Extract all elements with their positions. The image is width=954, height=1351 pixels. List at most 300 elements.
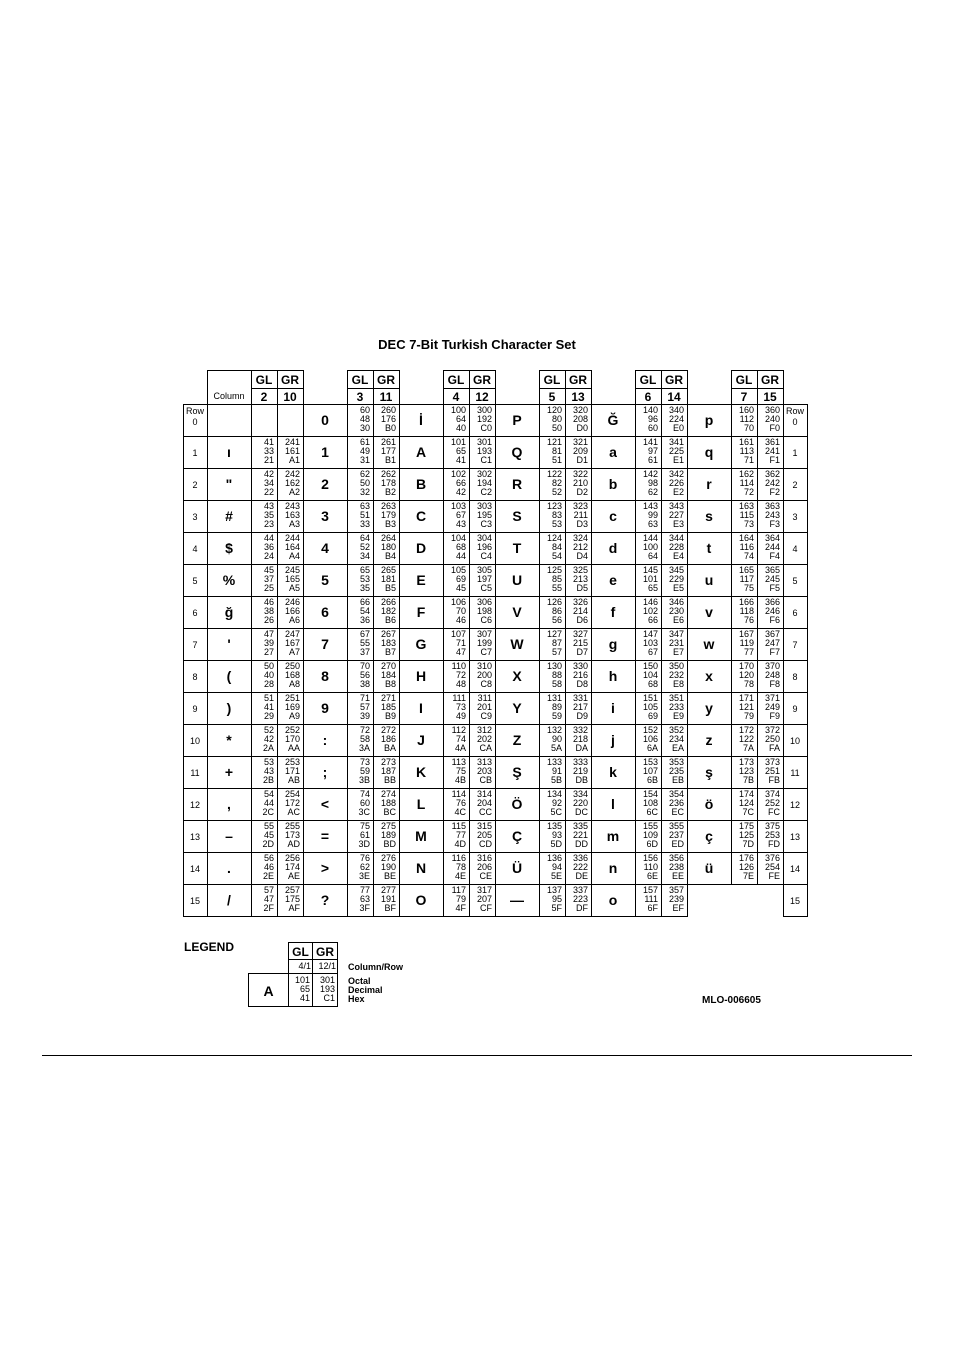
code-value: C1	[480, 455, 492, 465]
code-value: 211	[573, 510, 588, 520]
row-number: 10	[189, 736, 200, 746]
code-value: 33	[263, 446, 274, 456]
header-gr-label: GR	[665, 373, 683, 387]
row-number-right: 1	[792, 448, 798, 458]
code-value: CF	[480, 903, 492, 913]
code-value: 96	[647, 414, 658, 424]
code-value: 112	[739, 414, 754, 424]
code-value: 169	[284, 702, 300, 712]
character: C	[415, 508, 427, 524]
code-value: A3	[288, 519, 300, 529]
character: D	[415, 540, 427, 556]
code-value: 248	[764, 670, 780, 680]
code-value: 316	[476, 853, 492, 863]
code-value: A9	[288, 711, 300, 721]
character: 4	[321, 540, 329, 556]
row-number-right: 10	[789, 736, 800, 746]
code-value: 324	[572, 533, 588, 543]
code-value: 72	[359, 725, 370, 735]
code-value: A7	[288, 647, 300, 657]
code-value: B5	[384, 583, 396, 593]
code-value: 39	[263, 638, 274, 648]
code-value: 100	[642, 542, 658, 552]
column-number: 6	[644, 390, 652, 404]
code-value: 23	[263, 519, 274, 529]
code-value: B0	[384, 423, 396, 433]
character: W	[510, 636, 524, 652]
code-value: 135	[546, 821, 562, 831]
code-value: 336	[572, 853, 588, 863]
code-value: DE	[575, 871, 588, 881]
code-value: 213	[572, 574, 588, 584]
code-value: 26	[263, 615, 274, 625]
character: $	[225, 540, 233, 556]
code-value: 80	[551, 414, 562, 424]
code-value: 337	[572, 885, 588, 895]
code-value: 357	[668, 885, 684, 895]
code-value: 276	[380, 853, 396, 863]
code-value: 124	[546, 533, 562, 543]
code-value: 102	[450, 469, 466, 479]
character: (	[226, 668, 232, 684]
code-value: 265	[380, 565, 396, 575]
code-value: 57	[263, 885, 274, 895]
code-value: 264	[380, 533, 396, 543]
character: p	[704, 412, 714, 428]
code-value: 242	[284, 469, 300, 479]
code-value: D0	[576, 423, 588, 433]
character: Z	[512, 732, 522, 748]
character: J	[417, 732, 425, 748]
code-value: 88	[551, 670, 562, 680]
code-value: 178	[380, 478, 396, 488]
code-value: 64	[359, 533, 370, 543]
row-number-right: 8	[792, 672, 798, 682]
code-value: 41	[263, 702, 274, 712]
code-value: 163	[738, 501, 754, 511]
code-value: DC	[575, 807, 588, 817]
code-value: 95	[551, 894, 562, 904]
code-value: F9	[769, 711, 780, 721]
code-value: 303	[476, 501, 492, 511]
character: .	[227, 860, 231, 876]
code-value: EE	[671, 871, 684, 881]
character: %	[222, 572, 236, 588]
code-value: 106	[642, 734, 658, 744]
row-number: 8	[192, 672, 198, 682]
code-cell	[757, 884, 784, 917]
character: e	[609, 572, 617, 588]
legend-code-gr-value: 193	[319, 984, 335, 994]
code-value: 50	[359, 478, 370, 488]
character: T	[512, 540, 522, 556]
code-value: EB	[671, 775, 684, 785]
code-value: 62	[359, 469, 370, 479]
code-value: 191	[380, 894, 396, 904]
code-cell	[731, 884, 758, 917]
code-value: 344	[668, 533, 684, 543]
code-value: 226	[668, 478, 684, 488]
code-value: 72	[455, 670, 466, 680]
code-value: 341	[668, 437, 684, 447]
page-title: DEC 7-Bit Turkish Character Set	[378, 337, 576, 352]
code-value: 175	[738, 821, 754, 831]
code-value: F8	[769, 679, 780, 689]
code-value: 317	[476, 885, 492, 895]
code-value: 188	[380, 798, 396, 808]
code-value: 322	[572, 469, 588, 479]
code-value: B8	[384, 679, 396, 689]
code-value: 65	[455, 446, 466, 456]
code-value: A1	[288, 455, 300, 465]
character: +	[224, 764, 234, 780]
code-value: 44	[263, 533, 274, 543]
code-value: 121	[738, 702, 754, 712]
code-value: 260	[380, 405, 396, 415]
code-value: 86	[551, 606, 562, 616]
code-value: 247	[764, 638, 780, 648]
code-value: 63	[359, 501, 370, 511]
code-value: 71	[455, 638, 466, 648]
code-value: 366	[764, 597, 780, 607]
code-value: 217	[572, 702, 588, 712]
code-value: 3C	[358, 807, 370, 817]
row-number: 5	[192, 576, 198, 586]
code-value: F4	[769, 551, 780, 561]
code-value: 53	[263, 757, 274, 767]
row-number: 3	[192, 512, 198, 522]
row-number-right: 2	[792, 480, 798, 490]
character: L	[416, 796, 426, 812]
code-value: 113	[451, 757, 466, 767]
character: 8	[321, 668, 329, 684]
code-value: 6C	[646, 807, 658, 817]
code-value: 100	[450, 405, 466, 415]
character: ğ	[224, 604, 234, 620]
code-value: 351	[668, 693, 684, 703]
code-value: 56	[551, 615, 562, 625]
code-value: 323	[572, 501, 588, 511]
legend-col-gr: 12/1	[318, 961, 336, 971]
row-header-label-right: Row	[785, 406, 804, 416]
code-value: 65	[647, 583, 658, 593]
code-value: DD	[575, 839, 588, 849]
code-value: D1	[576, 455, 588, 465]
character: F	[416, 604, 426, 620]
code-value: 76	[743, 615, 754, 625]
header-gl-label: GL	[255, 373, 273, 387]
code-value: 252	[284, 725, 300, 735]
code-value: E2	[672, 487, 684, 497]
code-value: 254	[284, 789, 300, 799]
code-value: C0	[480, 423, 492, 433]
code-value: 57	[551, 647, 562, 657]
code-value: 3D	[358, 839, 370, 849]
code-value: 371	[764, 693, 780, 703]
character: 2	[321, 476, 329, 492]
code-value: 161	[284, 446, 300, 456]
code-value: 67	[647, 647, 658, 657]
character: n	[608, 860, 618, 876]
code-value: AF	[288, 903, 300, 913]
code-value: B2	[384, 487, 396, 497]
code-value: 104	[642, 670, 658, 680]
row-number: 7	[192, 640, 198, 650]
code-value: 81	[551, 446, 562, 456]
code-value: 7A	[742, 743, 754, 753]
code-value: CA	[479, 743, 492, 753]
code-value: 236	[668, 798, 684, 808]
code-value: 355	[668, 821, 684, 831]
code-value: 249	[764, 702, 780, 712]
column-number: 5	[548, 390, 556, 404]
code-value: E8	[672, 679, 684, 689]
code-value: 196	[476, 542, 492, 552]
character: v	[705, 604, 713, 620]
code-value: E3	[672, 519, 684, 529]
code-value: 6E	[646, 871, 658, 881]
code-value: 77	[455, 830, 466, 840]
code-value: 43	[263, 766, 274, 776]
column-number: 4	[452, 390, 460, 404]
column-number: 7	[740, 390, 748, 404]
code-value: 121	[546, 437, 562, 447]
code-value: 133	[546, 757, 562, 767]
code-value: 70	[455, 606, 466, 616]
code-value: 185	[380, 702, 396, 712]
code-value: 252	[764, 798, 780, 808]
code-value: 31	[359, 455, 370, 465]
code-value: 113	[739, 446, 754, 456]
code-value: 242	[764, 478, 780, 488]
code-value: D9	[576, 711, 588, 721]
code-value: 53	[359, 574, 370, 584]
code-value: 75	[455, 766, 466, 776]
code-value: 116	[451, 853, 466, 863]
code-value: D2	[576, 487, 588, 497]
code-value: 234	[668, 734, 684, 744]
code-value: 64	[455, 414, 466, 424]
code-value: 372	[764, 725, 780, 735]
code-value: 110	[643, 862, 658, 872]
code-value: 62	[647, 487, 658, 497]
code-value: 331	[572, 693, 588, 703]
code-value: 184	[380, 670, 396, 680]
code-value: AE	[287, 871, 300, 881]
code-value: 193	[476, 446, 492, 456]
character: O	[415, 892, 427, 908]
code-value: 362	[764, 469, 780, 479]
character: S	[512, 508, 522, 524]
code-value: 330	[572, 661, 588, 671]
char-cell	[207, 404, 252, 437]
character: ç	[705, 828, 713, 844]
column-number: 2	[260, 390, 268, 404]
code-value: 85	[551, 574, 562, 584]
code-value: 43	[263, 501, 274, 511]
character: A	[415, 444, 427, 460]
character: "	[225, 476, 233, 492]
code-value: 180	[380, 542, 396, 552]
code-value: 134	[546, 789, 562, 799]
code-value: 155	[642, 821, 658, 831]
code-value: 89	[551, 702, 562, 712]
legend-title: LEGEND	[184, 940, 235, 954]
code-value: 125	[738, 830, 754, 840]
code-value: 350	[668, 661, 684, 671]
code-value: 103	[450, 501, 466, 511]
character: H	[415, 668, 427, 684]
code-value: 245	[284, 565, 300, 575]
code-value: 179	[380, 510, 396, 520]
code-value: 55	[263, 821, 274, 831]
code-value: 118	[739, 606, 754, 616]
character: I	[419, 700, 423, 716]
code-value: 254	[764, 862, 780, 872]
row-number-right: 14	[789, 864, 800, 874]
code-value: 151	[642, 693, 658, 703]
code-value: 243	[764, 510, 780, 520]
code-value: 174	[284, 862, 300, 872]
row-number-right: 11	[790, 768, 800, 778]
code-value: 176	[738, 853, 754, 863]
code-value: 107	[642, 766, 658, 776]
header-gl-label: GL	[351, 373, 369, 387]
code-value: 170	[284, 734, 300, 744]
code-value: 161	[738, 437, 754, 447]
character: 0	[321, 412, 329, 428]
code-value: 66	[455, 478, 466, 488]
code-value: 164	[738, 533, 754, 543]
character: ?	[320, 892, 330, 908]
character: s	[705, 508, 713, 524]
code-value: 108	[642, 798, 658, 808]
code-value: 270	[380, 661, 396, 671]
code-value: 58	[551, 679, 562, 689]
code-value: 63	[359, 894, 370, 904]
code-value: 5B	[550, 775, 562, 785]
code-value: 300	[476, 405, 492, 415]
row-number-right: 12	[789, 800, 800, 810]
code-value: 37	[263, 574, 274, 584]
code-value: 46	[263, 597, 274, 607]
character: Ü	[511, 860, 523, 876]
code-value: AA	[287, 743, 300, 753]
code-value: 48	[359, 414, 370, 424]
code-value: 207	[476, 894, 492, 904]
code-value: 30	[359, 423, 370, 433]
code-value: 5D	[550, 839, 562, 849]
character: Ğ	[607, 412, 619, 428]
code-value: 90	[551, 734, 562, 744]
code-value: 84	[551, 542, 562, 552]
column-number: 10	[283, 390, 297, 404]
code-value: 117	[739, 574, 754, 584]
code-value: A8	[288, 679, 300, 689]
code-value: 4A	[454, 743, 466, 753]
code-value: 55	[359, 638, 370, 648]
character: u	[704, 572, 714, 588]
code-value: 73	[455, 702, 466, 712]
code-value: 72	[743, 487, 754, 497]
code-value: 50	[263, 661, 274, 671]
code-value: 218	[572, 734, 588, 744]
code-value: 103	[642, 638, 658, 648]
code-value: 52	[263, 725, 274, 735]
character: 6	[321, 604, 329, 620]
character: –	[225, 828, 233, 844]
code-value: 126	[546, 597, 562, 607]
row-number: 6	[192, 608, 198, 618]
code-value: 168	[284, 670, 300, 680]
legend-label-column-row: Column/Row	[348, 962, 403, 972]
character: 9	[321, 700, 329, 716]
code-value: 361	[764, 437, 780, 447]
code-value: 67	[359, 629, 370, 639]
code-value: 62	[359, 862, 370, 872]
code-value: FB	[768, 775, 780, 785]
legend-code-gr-value: 301	[319, 975, 335, 985]
code-value: 25	[263, 583, 274, 593]
code-value: 229	[668, 574, 684, 584]
code-value: 255	[284, 821, 300, 831]
legend-label-hex: Hex	[348, 994, 365, 1004]
code-value: 237	[668, 830, 684, 840]
code-value: 167	[738, 629, 754, 639]
code-value: 106	[450, 597, 466, 607]
code-value: 365	[764, 565, 780, 575]
code-value: 140	[642, 405, 658, 415]
code-value: 24	[263, 551, 274, 561]
code-value: 219	[572, 766, 588, 776]
code-value: 74	[743, 551, 754, 561]
code-value: D3	[576, 519, 588, 529]
code-value: BB	[383, 775, 396, 785]
code-value: 3B	[358, 775, 370, 785]
code-value: 112	[451, 725, 466, 735]
code-value: 346	[668, 597, 684, 607]
code-cell	[277, 404, 304, 437]
code-value: 232	[668, 670, 684, 680]
code-value: 114	[739, 478, 754, 488]
header-gl-label: GL	[735, 373, 753, 387]
code-value: 201	[476, 702, 492, 712]
code-value: 167	[284, 638, 300, 648]
code-value: 272	[380, 725, 396, 735]
code-value: 43	[455, 519, 466, 529]
code-value: 235	[668, 766, 684, 776]
character: ;	[322, 764, 328, 780]
code-value: 307	[476, 629, 492, 639]
code-value: 123	[546, 501, 562, 511]
code-value: 66	[359, 597, 370, 607]
code-value: 5A	[550, 743, 562, 753]
code-value: 305	[476, 565, 492, 575]
divider-rule	[42, 1055, 912, 1056]
code-value: 262	[380, 469, 396, 479]
code-value: 273	[380, 757, 396, 767]
character: a	[609, 444, 617, 460]
code-value: 375	[764, 821, 780, 831]
character: z	[705, 732, 713, 748]
code-value: 153	[642, 757, 658, 767]
code-value: 176	[380, 414, 396, 424]
code-value: 115	[739, 510, 754, 520]
code-value: 136	[546, 853, 562, 863]
code-value: 73	[743, 519, 754, 529]
code-value: 137	[546, 885, 562, 895]
code-value: 55	[551, 583, 562, 593]
